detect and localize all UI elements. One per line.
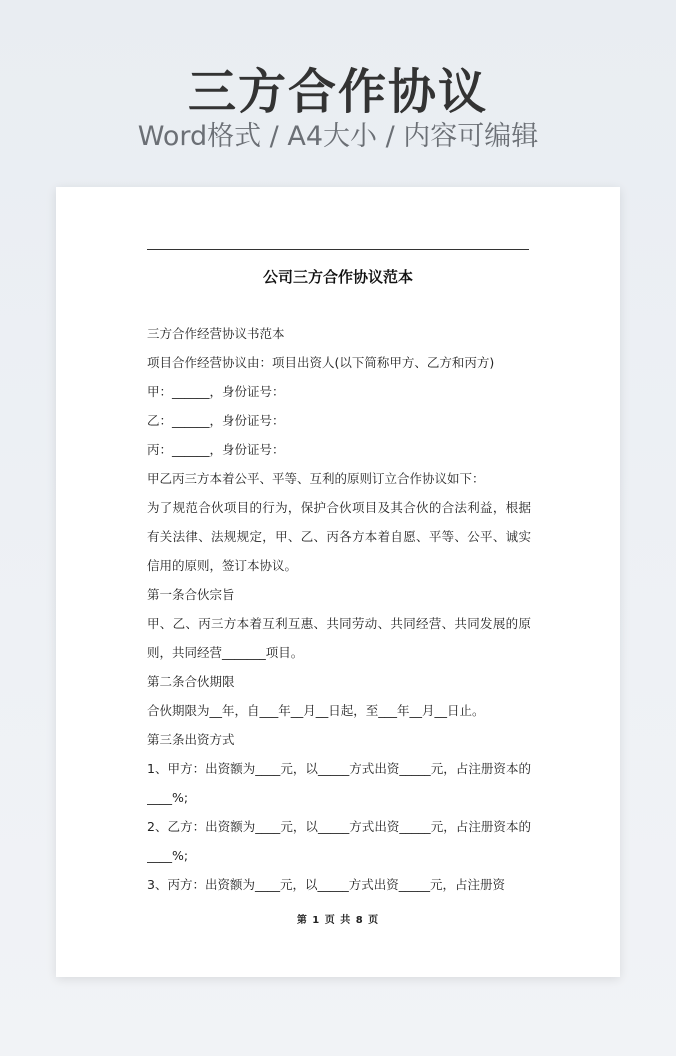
- page-footer: 第 1 页 共 8 页: [296, 915, 380, 926]
- banner-title: 三方合作协议: [187, 64, 488, 120]
- document-page: [56, 187, 620, 977]
- paragraph: 乙：______，身份证号：: [147, 413, 285, 428]
- section-heading: 第三条出资方式: [147, 732, 235, 747]
- paragraph: 合伙期限为__年，自___年__月__日起，至___年__月__日止。: [147, 703, 485, 718]
- paragraph: 三方合作经营协议书范本: [147, 326, 285, 341]
- document-title: 公司三方合作协议范本: [262, 268, 413, 286]
- paragraph: 甲、乙、丙三方本着互利互惠、共同劳动、共同经营、共同发展的原则，共同经营_______项目。: [147, 616, 531, 660]
- banner-subtitle: Word格式 / A4大小 / 内容可编辑: [137, 121, 539, 152]
- section-heading: 第一条合伙宗旨: [147, 587, 235, 602]
- paragraph: 为了规范合伙项目的行为，保护合伙项目及其合伙的合法利益，根据有关法律、法规规定，甲、乙、丙各方本着自愿、平等、公平、诚实信用的原则，签订本协议。: [147, 500, 531, 573]
- document-body: [147, 319, 531, 899]
- section-heading: 第二条合伙期限: [147, 674, 235, 689]
- paragraph: 甲：______，身份证号：: [147, 384, 285, 399]
- paragraph: 项目合作经营协议由：项目出资人(以下简称甲方、乙方和丙方): [147, 355, 495, 370]
- paragraph: 1、甲方：出资额为____元，以_____方式出资_____元，占注册资本的____%;: [147, 761, 531, 805]
- paragraph: 丙：______，身份证号：: [147, 442, 285, 457]
- paragraph: 3、丙方：出资额为____元，以_____方式出资_____元，占注册资: [147, 877, 505, 892]
- header-rule: [147, 249, 529, 250]
- paragraph: 2、乙方：出资额为____元，以_____方式出资_____元，占注册资本的____%;: [147, 819, 531, 863]
- paragraph: 甲乙丙三方本着公平、平等、互利的原则订立合作协议如下：: [147, 471, 485, 486]
